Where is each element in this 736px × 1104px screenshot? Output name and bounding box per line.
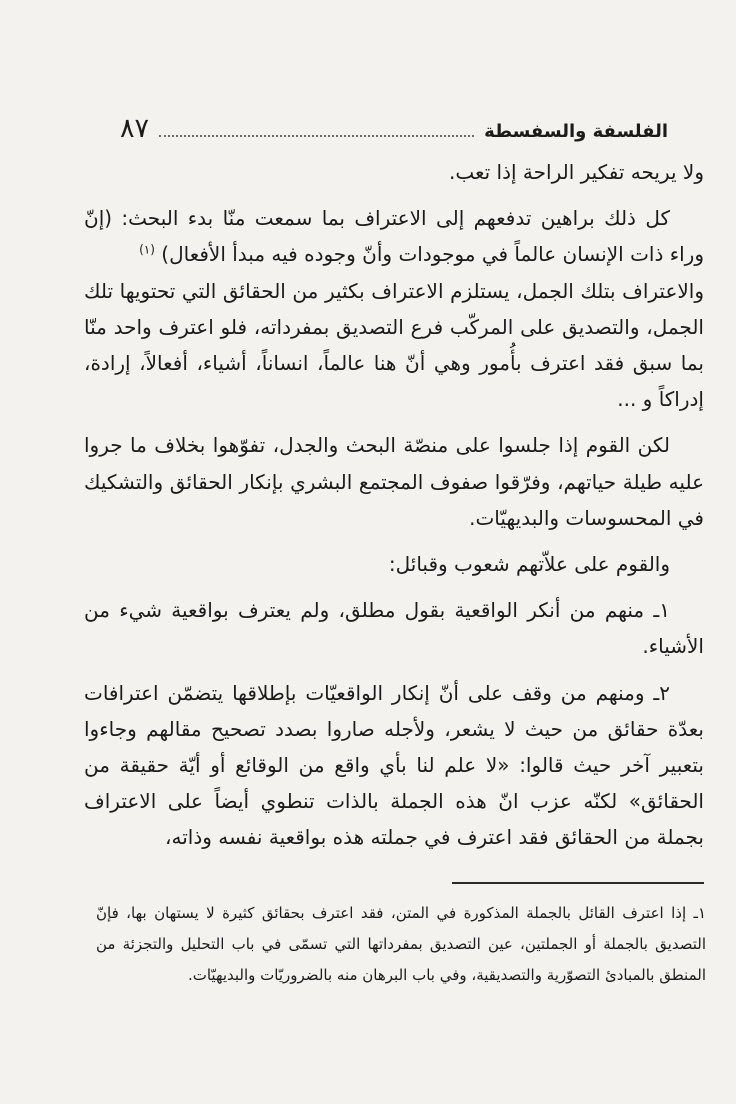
paragraph-3: والاعتراف بتلك الجمل، يستلزم الاعتراف بكثير من الحقائق التي تحتويها تلك الجمل، والتصديق على المركّب فرع التصديق بمفرداته، فلو اعترف واحد منّا بما سبق فقد اعترف بأُمور وهي أنّ هنا عالماً، انساناً، أشياء، أفعالاً، إرادة، إدراكاً و ...: [84, 278, 704, 412]
paragraph-4: لكن القوم إذا جلسوا على منصّة البحث والجدل، تفوّهوا بخلاف ما جروا عليه طيلة حياتهم، وفرّقوا صفوف المجتمع البشري بإنكار الحقائق والتشكيك في المحسوسات والبديهيّات.: [84, 433, 704, 530]
list-item-1: ١ـ منهم من أنكر الواقعية بقول مطلق، ولم يعترف بواقعية شيء من الأشياء.: [84, 598, 704, 659]
paragraph-2: [84, 200, 704, 272]
footnote-text: ١ـ إذا اعترف القائل بالجملة المذكورة في المتن، فقد اعترف بحقائق كثيرة لا يستهان بها، فإنّ التصديق بالجملة أو الجملتين، عين التصديق بمفرداتها التي تسمّى في باب التحليل والتجزئة من المنطق بالمبادئ التصوّرية والتصديقية، وفي باب البرهان منه بالضروريّات والبديهيّات.: [96, 904, 706, 984]
body-text: [84, 154, 704, 856]
header-dotted-leader: [159, 134, 474, 137]
paragraph-1: ولا يريحه تفكير الراحة إذا تعب.: [448, 160, 704, 184]
footnote: [96, 898, 706, 991]
paragraph-2-text: كل ذلك براهين تدفعهم إلى الاعتراف بما سمعت منّا بدء البحث: (إنّ وراء ذات الإنسان عالماً في موجودات وأنّ وجوده فيه مبدأ الأفعال): [84, 206, 704, 267]
footnote-reference: (١): [139, 242, 155, 257]
footnote-separator: [452, 882, 704, 884]
chapter-title: الفلسفة والسفسطة: [484, 121, 668, 142]
list-item-2: ٢ـ ومنهم من وقف على أنّ إنكار الواقعيّات بإطلاقها يتضمّن اعترافات بعدّة حقائق من حيث لا يشعر، ولأجله صاروا بصدد تصحيح مقالهم وجاءوا بتعبير آخر حيث قالوا: «لا علم لنا بأي واقع من الوقائع أو أيّة حقيقة من الحقائق» لكنّه عزب انّ هذه الجملة بالذات تنطوي أيضاً على الاعتراف بجملة من الحقائق فقد اعترف في جملته هذه بواقعية نفسه وذاته،: [84, 680, 704, 850]
page-number: ٨٧: [120, 113, 150, 144]
running-header: [120, 104, 668, 144]
paragraph-5: والقوم على علاّتهم شعوب وقبائل:: [388, 552, 670, 577]
